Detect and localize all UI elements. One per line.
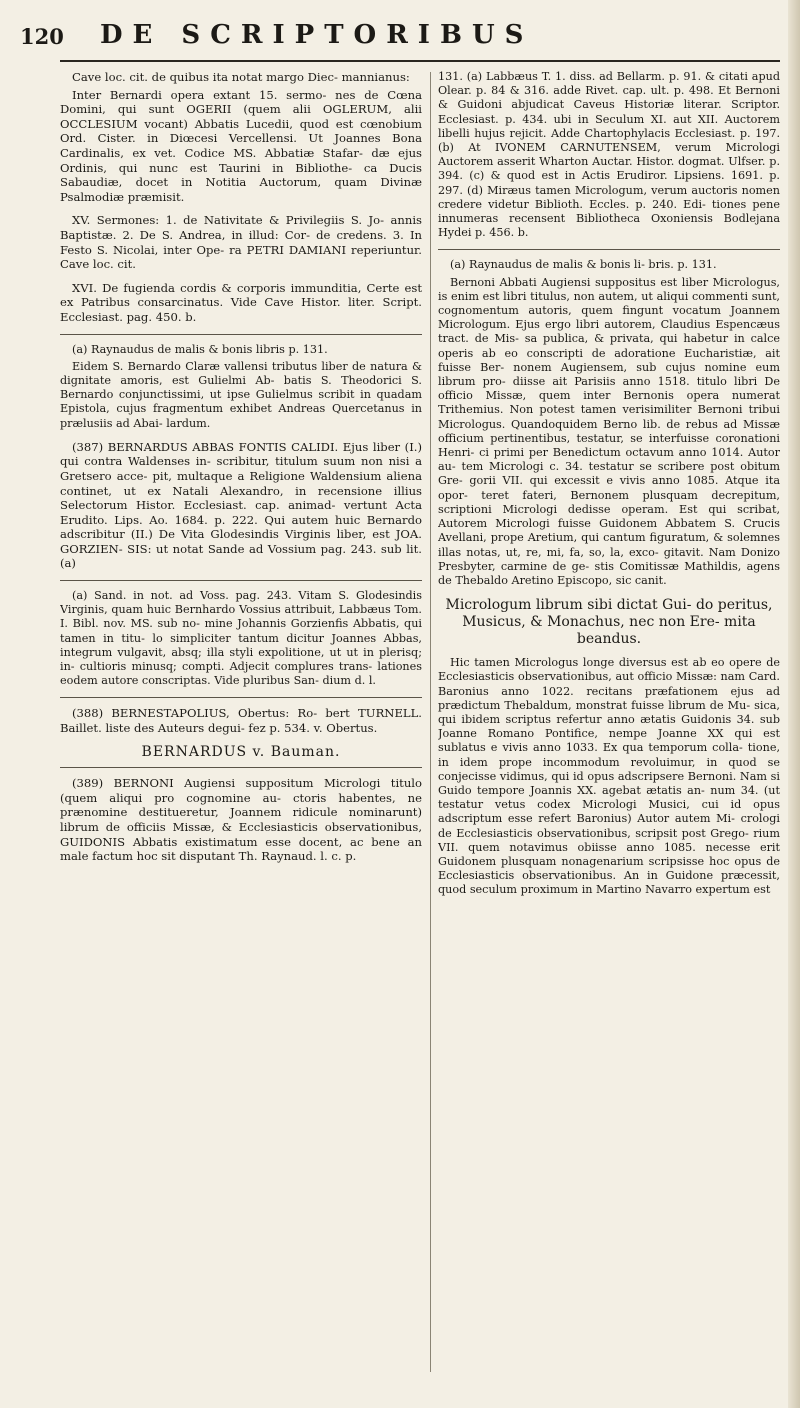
heading-rule [60,767,422,768]
column-divider [430,72,431,1372]
left-footnote-2: Eidem S. Bernardo Claræ vallensi tributus liber de natura & dignitate amoris, est Gulielmi Ab- batis S. Theodorici S. Bernardo conjunctissimi, ut ipse Gulielmus scribit in quadam Epistola, cujus fragmentum exhibet Andreas Quercetanus in prælusiis ad Abai- lardum. [60,359,422,430]
right-footnote-text-2: Hic tamen Micrologus longe diversus est ab eo opere de Ecclesiasticis observationibus, aut officio Missæ: nam Card. Baronius anno 1022. recitans præfationem ejus ad prædictum Thebaldum, monstrat fuisse librum de Mu- sica, qui ibidem scriptus refertur anno ætatis Guidonis 34. sub Joanne Romano Pontifice, nempe Joanne XX qui est sublatus e vivis anno 1033. Ex qua temporum colla- tione, in idem prope incommodum revoluimur, in quod se conjecisse vidimus, qui id opus adscripsere Bernoni. Nam si Guido tempore Joannis XX. agebat ætatis an- num 34. (ut testatur vetus codex Micrologi Musici, cui id opus adscriptum esse refert Baronius) Autor autem Mi- crologi de Ecclesiasticis observationibus, scripsit post Grego- rium VII. quem notavimus obiisse anno 1085. necesse erit Guidonem plusquam nonagenarium scripsisse hoc opus de Ecclesiasticis observationibus. An in Guidone præcessit, quod seculum proximum in Martino Navarro expertum est [438,656,780,897]
left-paragraph-4: XVI. De fugienda cordis & corporis immunditia, Certe est ex Patribus consarcinatus. Vide Cave Histor. liter. Script. Ecclesiast. pag. 450. b. [60,280,422,324]
right-footnote-rule [438,249,780,250]
verse-quotation: Micrologum librum sibi dictat Gui- do peritus, Musicus, & Monachus, nec non Ere- mita beandus. [445,597,773,648]
right-footnote-continuation: 131. (a) Labbæus T. 1. diss. ad Bellarm. p. 91. & citati apud Olear. p. 84 & 316. adde Rivet. cap. ult. p. 498. Et Bernoni & Guidoni abjudicat Caveus Historiæ literar. Scriptor. Ecclesiast. p. 434. ubi in Seculum XI. aut XII. Auctorem libelli hujus rejicit. Adde Chartophylacis Ecclesiast. p. 197. (b) At IVONEM CARNUTENSEM, verum Micrologi Auctorem asserit Wharton Auctar. Histor. dogmat. Ulfser. p. 394. (c) & quod est in Actis Erudiror. Lipsiens. 1691. p. 297. (d) Miræus tamen Micrologum, verum auctoris nomen credere videtur Biblioth. Eccles. p. 240. Edi- tiones pene innumeras recensent Bibliotheca Oxoniensis Bodlejana Hydei p. 456. b. [438,70,780,240]
running-head: DE SCRIPTORIBUS [100,20,534,50]
page-number: 120 [20,24,64,49]
footnote-rule-2 [60,580,422,581]
footnote-rule-3 [60,697,422,698]
page-header [20,18,780,62]
left-footnote-1: (a) Raynaudus de malis & bonis libris p. 131. [72,342,328,356]
left-column [60,70,422,1390]
right-footnote-text: Bernoni Abbati Augiensi suppositus est liber Micrologus, is enim est libri titulus, non autem, ut aliqui commenti sunt, cognomentum autoris, quem fingunt vocatum Joannem Micrologum. Ejus ergo libri autorem, Claudius Espencæus tract. de Mis- sa publica, & privata, qui habetur in calce operis ab eo conscripti de adoratione Eucharistiæ, ait fuisse Ber- nonem Augiensem, sub cujus nomine eum librum pro- diisse ait Parisiis anno 1518. titulo libri De officio Missæ, quem inter Bernonis opera numerat Trithemius. Non potest tamen verisimiliter Bernoni tribui Micrologus. Quandoquidem Berno lib. de rebus ad Missæ officium pertinentibus, testatur, se interfuisse coronationi Henri- ci primi per Benedictum octavum anno 1014. Autor au- tem Micrologi c. 34. testatur se scribere post obitum Gre- gorii VII. qui excessit e vivis anno 1085. Atque ita opor- teret fateri, Bernonem plusquam decrepitum, scriptioni Micrologi dedisse operam. Est qui scribat, Autorem Micrologi fuisse Guidonem Abbatem S. Crucis Avellani, prope Aretium, qui cantum figuratum, & solemnes illas notas, ut, re, mi, fa, so, la, exco- gitavit. Nam Donizo Presbyter, carmine de ge- stis Comitissæ Mathildis, agens de Thebaldo Aretino Episcopo, sic canit. [438,275,780,587]
page-edge-shadow [788,0,800,1408]
right-column [438,70,780,1390]
entry-388: (388) BERNESTAPOLIUS, Obertus: Ro- bert TURNELL. Baillet. liste des Auteurs degui- fez p. 534. v. Obertus. [60,706,422,736]
left-footnote-3: (a) Sand. in not. ad Voss. pag. 243. Vitam S. Glodesindis Virginis, quam huic Bernhardo Vossius attribuit, Labbæus Tom. I. Bibl. nov. MS. sub no- mine Johannis Gorzienfis Abbatis, qui tamen in titu- lo simpliciter tantum dicitur Joannes Abbas, integrum vulgavit, absq; illa styli expolitione, ut ut in plerisq; in- cultioris minusq; compti. Adjecit complures trans- lationes eodem autore conscriptas. Vide pluribus San- dium d. l. [60,589,422,688]
left-paragraph-2: Inter Bernardi opera extant 15. sermo- nes de Cœna Domini, qui sunt OGERII (quem alii OGLERUM, alii OCCLESIUM vocant) Abbatis Lucedii, quod est cœnobium Ord. Cister. in Diœcesi Vercellensi. Ut Joannes Bona Cardinalis, ex vet. Codice MS. Abbatiæ Stafar- dæ ejus Ordinis, qui nunc est Taurini in Bibliothe- ca Ducis Sabaudiæ, docet in Notitia Auctorum, quam Divinæ Psalmodiæ præmisit. [60,87,422,204]
entry-389: (389) BERNONI Augiensi suppositum Micrologi titulo (quem aliqui pro cognomine au- ctoris habentes, ne prænomine destitueretur, Joannem ridicule nominarunt) librum de officiis Missæ, & Ecclesiasticis observationibus, GUIDONIS Abbatis existimatum esse docent, ac bene an male factum hoc sit disputant Th. Raynaud. l. c. p. [60,776,422,864]
left-paragraph-3: XV. Sermones: 1. de Nativitate & Privilegiis S. Jo- annis Baptistæ. 2. De S. Andrea, in illud: Cor- de credens. 3. In Festo S. Nicolai, inter Ope- ra PETRI DAMIANI reperiuntur. Cave loc. cit. [60,213,422,272]
header-rule [60,60,780,62]
entry-387: (387) BERNARDUS ABBAS FONTIS CALIDI. Ejus liber (I.) qui contra Waldenses in- scribitur, titulum suum non nisi a Gretsero acce- pit, multaque a Religione Waldensium aliena continet, ut ex Natali Alexandro, in recensione illius Selectorum Histor. Ecclesiast. cap. animad- vertunt Acta Erudito. Lips. Ao. 1684. p. 222. Qui autem huic Bernardo adscribitur (II.) De Vita Glodesindis Virginis liber, est JOA. GORZIEN- SIS: ut notat Sande ad Vossium pag. 243. sub lit. (a) [60,439,422,571]
right-footnote-a: (a) Raynaudus de malis & bonis li- bris. p. 131. [450,258,717,272]
left-paragraph-1: Cave loc. cit. de quibus ita notat margo Diec- mannianus: [72,70,410,84]
footnote-rule-1 [60,334,422,335]
cross-reference-heading: BERNARDUS v. Bauman. [141,743,341,760]
